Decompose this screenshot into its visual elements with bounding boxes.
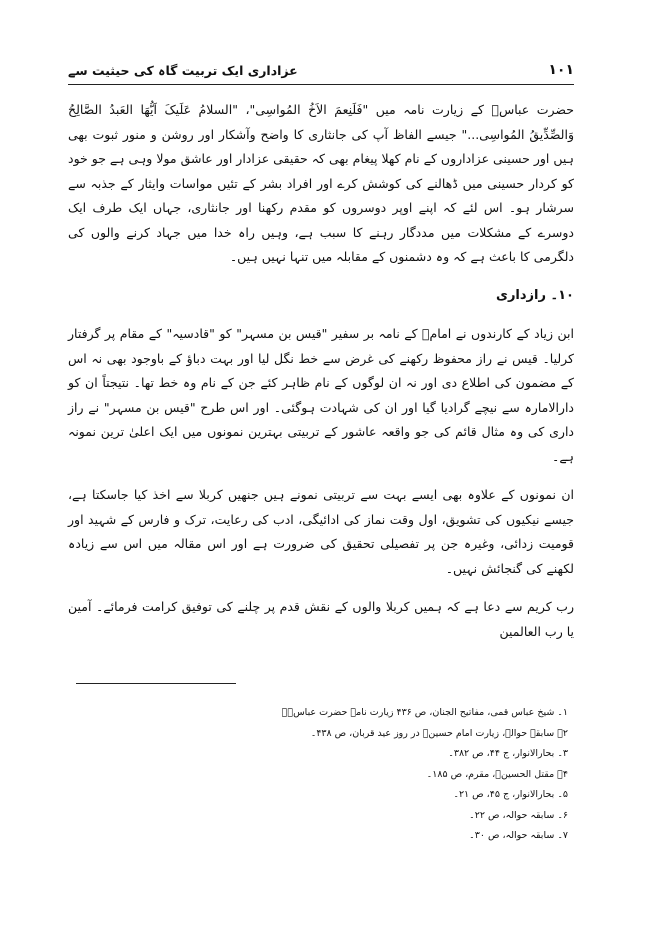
footnote-5: ۵۔ بحارالانوار، ج ۴۵، ص ۲۱۔ bbox=[453, 789, 568, 800]
header-title: عزاداری ایک تربیت گاہ کی حیثیت سے bbox=[68, 63, 298, 78]
paragraph-abbas: حضرت عباسؑ کے زیارت نامہ میں "فَلَنِعمَ الاَخُ المُواسِی"، "السلامُ عَلَیکَ اَیُّھَا العَبدُ الصَّالِحُ وَالصِّدِّیقُ المُواسِی..." جیسے الفاظ آپ کی جانثاری کا واضح وآشکار اور روشن و منور ثبوت بھی ہیں اور حسینی عزاداروں کے نام کھلا پیغام بھی کہ حقیقی عزادار اور عاشق مولا وہی ہے جو خود کو کردار حسینی میں ڈھالنے کی کوشش کرے اور افراد بشر کے تئیں مواسات وایثار کے جذبہ سے سرشار ہو۔ اس لئے کہ اپنے اوپر دوسروں کو مقدم رکھنا اور جانثاری، جہاں ایک طرف ایک دوسرے کے مشکلات میں مددگار رہنے کا سبب ہے، وہیں راہ خدا میں جہاد کرنے والوں کی دلگرمی کا باعث ہے کہ وہ دشمنوں کے مقابلہ میں تنہا نہیں ہیں۔ bbox=[68, 102, 574, 264]
footnotes bbox=[68, 703, 568, 847]
running-header bbox=[68, 62, 574, 85]
section-heading: ۱۰۔ رازداری bbox=[496, 287, 574, 303]
footnote-2: ۲۔ سابقہ حوالہ، زیارت امام حسینؑ در روز عید قربان، ص ۴۳۸۔ bbox=[310, 727, 568, 739]
footnote-6: ۶۔ سابقہ حوالہ، ص ۲۲۔ bbox=[469, 809, 568, 821]
paragraph-qais: ابن زیاد کے کارندوں نے امامؑ کے نامہ بر سفیر "قیس بن مسہر" کو "قادسیہ" کے مقام پر گرفتار کرلیا۔ قیس نے راز محفوظ رکھنے کی غرض سے خط نگل لیا اور بہت دباؤ کے باوجود بھی نہ اس کے مضمون کی اطلاع دی اور نہ ان لوگوں کے نام ظاہر کئے جن کے نام وہ خط تھا۔ نتیجتاً ان کو دارالامارہ سے نیچے گرادیا گیا اور ان کی شہادت ہوگئی۔ اور اس طرح "قیس بن مسہر" نے راز داری کی وہ مثال قائم کی جو واقعہ عاشور کے تربیتی بہترین نمونوں میں ایک اعلیٰ ترین نمونہ ہے۔ bbox=[68, 326, 574, 464]
footnote-divider bbox=[76, 683, 236, 684]
closing-prayer: رب کریم سے دعا ہے کہ ہمیں کربلا والوں کے نقش قدم پر چلنے کی توفیق کرامت فرمائے۔ آمین یا رب العالمین bbox=[68, 599, 574, 639]
page-number: ۱۰۱ bbox=[548, 62, 574, 78]
footnote-3: ۳۔ بحارالانوار، ج ۴۴، ص ۳۸۲۔ bbox=[448, 748, 568, 759]
main-text bbox=[68, 98, 574, 658]
footnote-4: ۴۔ مقتل الحسینؑ، مقرم، ص ۱۸۵۔ bbox=[426, 768, 568, 780]
footnote-7: ۷۔ سابقہ حوالہ، ص ۳۰۔ bbox=[469, 830, 568, 841]
footnote-1: ۱۔ شیخ عباس قمی، مفاتیح الجنان، ص ۴۳۶ زیارت نامہ حضرت عباسؑ۔ bbox=[281, 707, 568, 718]
paragraph-other-examples: ان نمونوں کے علاوہ بھی ایسے بہت سے تربیتی نمونے ہیں جنھیں کربلا سے اخذ کیا جاسکتا ہے، جیسے نیکیوں کی تشویق، اول وقت نماز کی ادائیگی، ادب کی رعایت، ترک و فارس کے شہید اور قومیت زدائی، وغیرہ جن پر تفصیلی تحقیق کی ضرورت ہے اور اس مقالہ میں اس سے زیادہ لکھنے کی گنجائش نہیں۔ bbox=[68, 487, 574, 576]
